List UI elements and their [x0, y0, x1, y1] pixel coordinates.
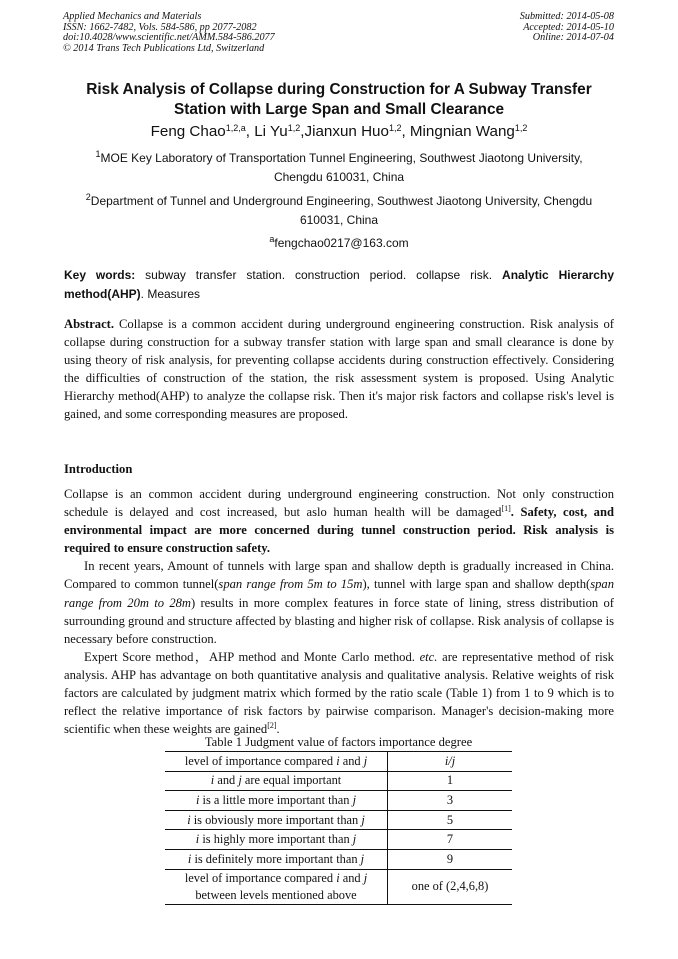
journal-header-right	[520, 12, 614, 44]
judgment-value-table	[165, 751, 512, 905]
affiliation-mark: 2	[85, 192, 91, 202]
keywords	[64, 266, 614, 303]
affiliation-line: 610031, China	[299, 213, 379, 227]
author-email	[40, 234, 638, 252]
author-list	[40, 122, 638, 142]
table-header-cell: level of importance compared i and j	[165, 752, 388, 772]
affiliation-line: Department of Tunnel and Underground Engineering, Southwest Jiaotong University, Chengdu	[90, 194, 593, 208]
journal-issn: ISSN: 1662-7482, Vols. 584-586, pp 2077-2082	[63, 21, 257, 33]
journal-copyright: © 2014 Trans Tech Publications Ltd, Switzerland	[63, 42, 265, 54]
table-cell: i is highly more important than j	[165, 830, 388, 850]
keywords-label: Key words:	[64, 268, 136, 282]
citation-ref[interactable]: [1]	[501, 504, 511, 514]
table-row	[165, 810, 512, 830]
email-address: fengchao0217@163.com	[274, 236, 409, 250]
table-row	[165, 791, 512, 811]
intro-paragraph-3: Expert Score method，AHP method and Monte Carlo method. etc. are representative method of risk analysis. AHP has advantage on both quantitative analysis and qualitative analysis. Relative weights of risk factors are calculated by judgment matrix which formed by the ratio scale (Table 1) from 1 to 9 which is to reflect the relative importance of risk factors by pairwise comparison. Manager's decision-making more scientific when these weights are gained[2].	[64, 649, 614, 737]
table-cell: i is obviously more important than j	[165, 810, 388, 830]
table-cell: 9	[388, 849, 513, 869]
table-cell: 1	[388, 771, 513, 791]
table-cell: i is definitely more important than j	[165, 849, 388, 869]
keywords-tail: . Measures	[140, 286, 201, 301]
table-cell: 3	[388, 791, 513, 811]
author-affil-mark: 1,2	[388, 123, 402, 133]
keywords-bold-term: Analytic Hierarchy method(AHP)	[64, 268, 614, 301]
abstract	[64, 315, 614, 424]
journal-name: Applied Mechanics and Materials	[63, 11, 202, 22]
table-row	[165, 849, 512, 869]
table-header-cell: i/j	[388, 752, 513, 772]
table-cell: 5	[388, 810, 513, 830]
journal-header-left	[63, 12, 275, 54]
section-heading-introduction: Introduction	[64, 462, 133, 476]
keywords-text: subway transfer station. construction period. collapse risk.	[135, 268, 503, 282]
author-separator: ,	[401, 123, 410, 140]
table-row	[165, 830, 512, 850]
intro-paragraph-2: In recent years, Amount of tunnels with large span and shallow depth is gradually increased in China. Compared to common tunnel(span range from 5m to 15m), tunnel with large span and shallow depth(span range from 20m to 28m) results in more complex features in force state of lining, stress distribution of surrounding ground and structure affected by blasting and higher risk of collapse. Risk analysis of collapse is necessary before construction.	[64, 559, 615, 646]
submitted-date: Submitted: 2014-05-08	[519, 11, 614, 22]
affiliation-line: MOE Key Laboratory of Transportation Tunnel Engineering, Southwest Jiaotong University,	[100, 151, 583, 165]
author-name: Li Yu	[254, 123, 288, 140]
journal-doi: doi:10.4028/www.scientific.net/AMM.584-586.2077	[63, 32, 275, 44]
email-mark: a	[269, 234, 275, 244]
introduction-body	[64, 485, 614, 738]
intro-paragraph-1: Collapse is an common accident during underground engineering construction. Not only construction schedule is delayed and cost increased, but aslo human health will be damaged[1]. Safety, cost, and environmental impact are more concerned during tunnel construction period. Risk analysis is required to ensure construction safety.	[64, 487, 614, 556]
table-header-row	[165, 752, 512, 772]
table-row	[165, 771, 512, 791]
table-cell: i is a little more important than j	[165, 791, 388, 811]
author-name: Feng Chao	[150, 123, 226, 140]
author-name: Mingnian Wang	[409, 123, 515, 140]
author-affil-mark: 1,2,a	[225, 123, 246, 133]
accepted-date: Accepted: 2014-05-10	[523, 21, 614, 33]
author-separator: ,	[300, 123, 305, 140]
citation-ref[interactable]: [2]	[267, 721, 277, 731]
author-name: Jianxun Huo	[304, 123, 389, 140]
abstract-label: Abstract.	[64, 317, 115, 331]
table-cell: level of importance compared i and j between levels mentioned above	[165, 869, 388, 904]
table-row	[165, 869, 512, 904]
table-cell: one of (2,4,6,8)	[388, 869, 513, 904]
table-cell: 7	[388, 830, 513, 850]
author-affil-mark: 1,2	[514, 123, 528, 133]
paper-title	[40, 80, 638, 119]
author-separator: ,	[245, 123, 255, 140]
affiliation-line: Chengdu 610031, China	[273, 170, 405, 184]
author-affil-mark: 1,2	[287, 123, 301, 133]
table-caption: Table 1 Judgment value of factors importance degree	[204, 735, 473, 749]
online-date: Online: 2014-07-04	[532, 32, 614, 44]
title-line-1: Risk Analysis of Collapse during Construction for A Subway Transfer	[86, 81, 592, 98]
affiliation-mark: 1	[95, 149, 101, 159]
abstract-text: Collapse is a common accident during underground engineering construction. Risk analysis of collapse during construction for a subway transfer station with large span and small clearance is done by using theory of risk analysis, for preventing collapse accidents during construction effectively. Considering the difficulties of construction of the station, the risk assessment system is proposed. Using Analytic Hierarchy method(AHP) to analyze the collapse risk. Then it's major risk factors and collapse risk's level is gained, and some corresponding measures are proposed.	[64, 317, 614, 422]
affiliation-1	[70, 149, 608, 187]
table-cell: i and j are equal important	[165, 771, 388, 791]
title-line-2: Station with Large Span and Small Clearance	[173, 100, 505, 118]
affiliation-2	[70, 192, 608, 230]
